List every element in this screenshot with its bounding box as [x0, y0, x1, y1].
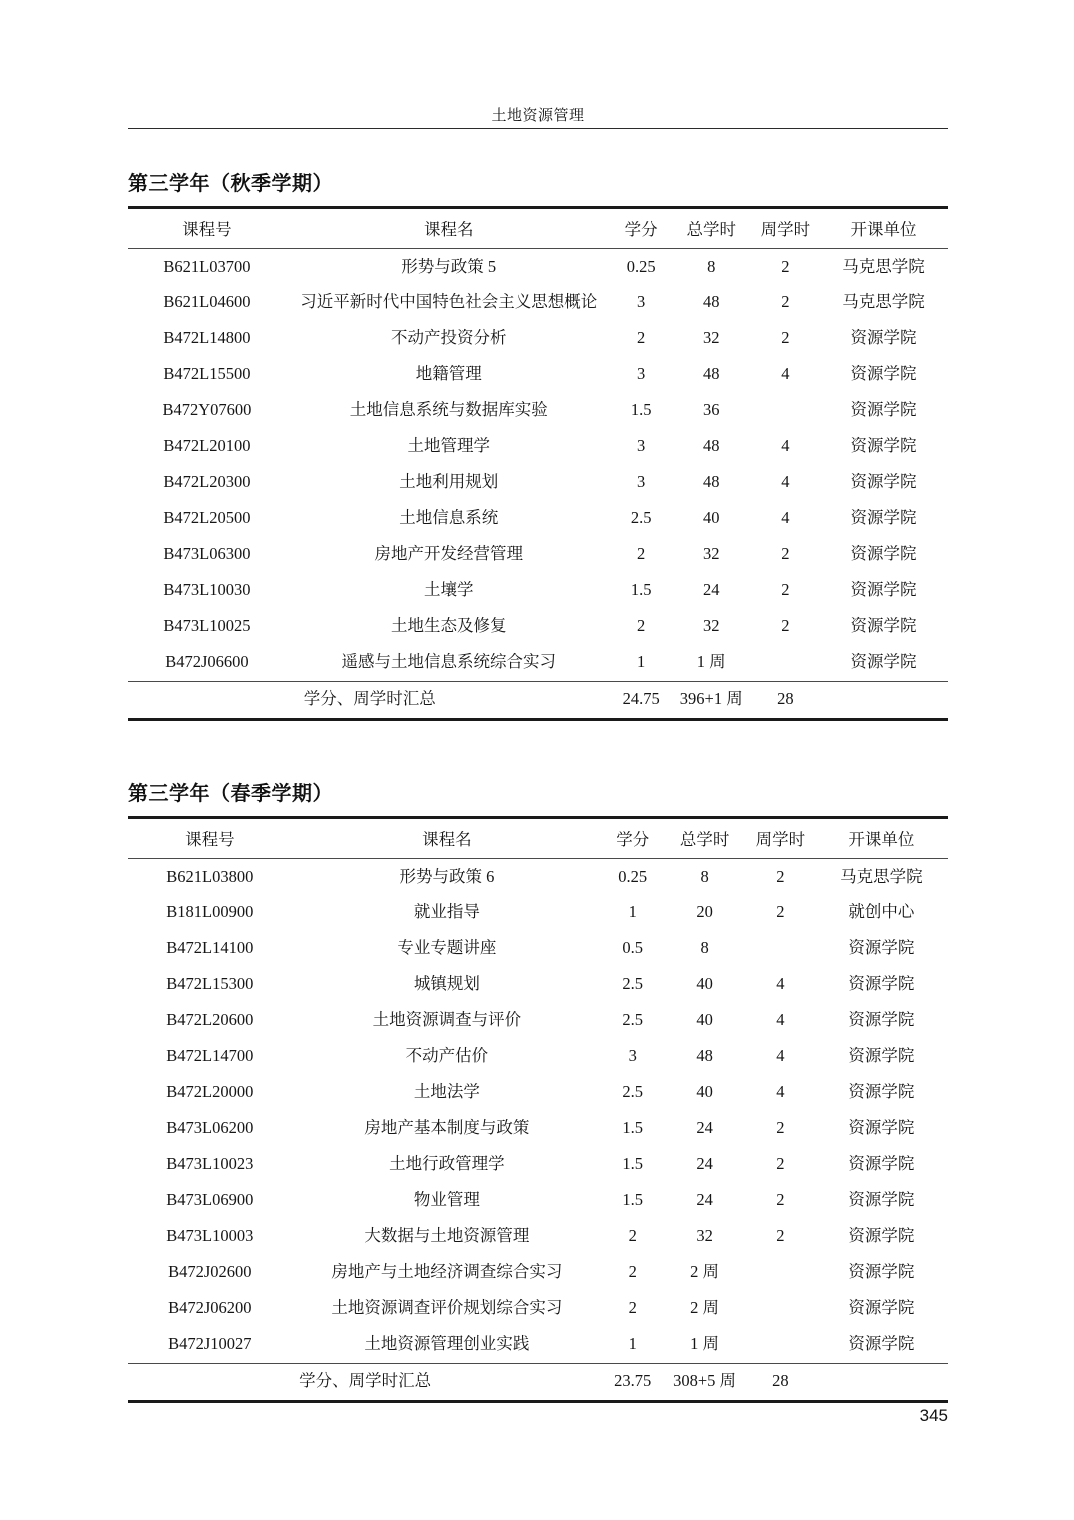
summary-department	[819, 681, 948, 719]
course-name-cell: 不动产估价	[405, 1046, 489, 1066]
table-row	[128, 1039, 948, 1075]
course-name-cell: 土壤学	[423, 580, 474, 600]
table-footer-spring	[128, 1401, 948, 1403]
course-department-cell: 资源学院	[848, 1082, 915, 1102]
course-total-hours-cell: 48	[702, 364, 720, 384]
course-name-cell: 物业管理	[413, 1190, 480, 1210]
course-table-spring	[128, 816, 948, 1403]
course-code-cell: B472L20600	[166, 1010, 254, 1030]
course-name-cell: 形势与政策 5	[401, 256, 497, 276]
course-week-hours-cell: 4	[776, 1010, 785, 1030]
course-name-cell: 土地信息系统与数据库实验	[349, 400, 548, 420]
table-row	[128, 357, 948, 393]
col-header-code: 课程号	[128, 819, 292, 859]
col-header-code: 课程号	[128, 209, 286, 249]
course-total-hours-cell: 48	[702, 292, 720, 312]
table-body-spring	[128, 859, 948, 1402]
course-credit-cell: 2	[628, 1262, 637, 1282]
course-department-cell: 资源学院	[848, 1190, 915, 1210]
course-name-cell: 土地管理学	[407, 436, 490, 456]
course-code-cell: B621L03800	[166, 866, 254, 886]
table-row	[128, 1219, 948, 1255]
course-week-hours-cell: 4	[781, 364, 790, 384]
course-week-hours-cell: 2	[781, 616, 790, 636]
table-row	[128, 645, 948, 681]
table-row	[128, 1111, 948, 1147]
course-department-cell: 资源学院	[850, 652, 917, 672]
course-total-hours-cell: 24	[696, 1118, 713, 1138]
course-name-cell: 城镇规划	[413, 974, 480, 994]
course-name-cell: 专业专题讲座	[397, 938, 497, 958]
course-credit-cell: 2.5	[622, 1082, 643, 1102]
course-week-hours-cell: 2	[781, 256, 790, 276]
table-row	[128, 609, 948, 645]
course-name-cell: 土地利用规划	[399, 472, 499, 492]
course-credit-cell: 1	[628, 1334, 637, 1354]
course-credit-cell: 1.5	[630, 580, 652, 600]
course-week-hours-cell: 2	[781, 292, 790, 312]
summary-label: 学分、周学时汇总	[128, 1363, 602, 1401]
course-code-cell: B473L06900	[166, 1190, 254, 1210]
course-code-cell: B181L00900	[166, 902, 254, 922]
course-department-cell: 资源学院	[850, 616, 917, 636]
course-code-cell: B473L10025	[163, 616, 251, 636]
course-department-cell: 马克思学院	[842, 292, 925, 312]
course-total-hours-cell: 32	[702, 328, 720, 348]
course-code-cell: B472L14800	[163, 328, 251, 348]
course-credit-cell: 0.25	[618, 866, 648, 886]
course-credit-cell: 3	[637, 364, 646, 384]
course-week-hours-cell: 2	[781, 328, 790, 348]
course-name-cell: 土地行政管理学	[389, 1154, 505, 1174]
course-credit-cell: 3	[628, 1046, 637, 1066]
course-total-hours-cell: 36	[702, 400, 720, 420]
course-total-hours-cell: 48	[702, 472, 720, 492]
course-name-cell: 形势与政策 6	[399, 866, 495, 886]
running-header-title: 土地资源管理	[491, 108, 585, 124]
course-department-cell: 资源学院	[850, 328, 917, 348]
col-header-department: 开课单位	[819, 209, 948, 249]
course-department-cell: 资源学院	[848, 974, 915, 994]
course-department-cell: 就创中心	[848, 902, 915, 922]
course-name-cell: 房地产与土地经济调查综合实习	[331, 1262, 563, 1282]
course-department-cell: 资源学院	[850, 400, 917, 420]
course-table-autumn	[128, 206, 948, 721]
course-credit-cell: 3	[637, 472, 646, 492]
course-code-cell: B473L10023	[166, 1154, 254, 1174]
course-department-cell: 资源学院	[848, 1334, 915, 1354]
course-name-cell: 就业指导	[413, 902, 480, 922]
course-name-cell: 土地信息系统	[399, 508, 499, 528]
course-total-hours-cell: 40	[696, 974, 713, 994]
course-name-cell: 土地生态及修复	[390, 616, 507, 636]
course-credit-cell: 1	[637, 652, 646, 672]
col-header-total-hours: 总学时	[671, 209, 752, 249]
course-week-hours-cell: 2	[776, 1154, 785, 1174]
summary-total-hours: 308+5 周	[663, 1363, 746, 1401]
course-code-cell: B473L10030	[163, 580, 251, 600]
summary-credit: 24.75	[612, 681, 671, 719]
course-name-cell: 遥感与土地信息系统综合实习	[341, 652, 556, 672]
course-name-cell: 习近平新时代中国特色社会主义思想概论	[300, 292, 598, 312]
summary-label: 学分、周学时汇总	[128, 681, 612, 719]
course-department-cell: 马克思学院	[840, 866, 923, 886]
summary-total-hours: 396+1 周	[671, 681, 752, 719]
course-code-cell: B621L04600	[163, 292, 251, 312]
col-header-week-hours: 周学时	[752, 209, 819, 249]
course-name-cell: 房地产基本制度与政策	[364, 1118, 530, 1138]
course-credit-cell: 2	[637, 328, 646, 348]
course-credit-cell: 1	[628, 902, 637, 922]
course-total-hours-cell: 48	[702, 436, 720, 456]
course-department-cell: 资源学院	[850, 364, 917, 384]
table-row	[128, 429, 948, 465]
course-name-cell: 土地法学	[413, 1082, 480, 1102]
course-total-hours-cell: 48	[696, 1046, 713, 1066]
course-total-hours-cell: 20	[696, 902, 713, 922]
course-code-cell: B621L03700	[163, 256, 251, 276]
running-header-rule	[128, 128, 948, 129]
course-total-hours-cell: 2 周	[690, 1298, 720, 1318]
table-header-spring	[128, 818, 948, 859]
course-code-cell: B472L20000	[166, 1082, 254, 1102]
course-week-hours-cell	[746, 1255, 815, 1291]
course-total-hours-cell: 32	[696, 1226, 713, 1246]
table-row	[128, 1327, 948, 1363]
course-week-hours-cell	[746, 1291, 815, 1327]
course-department-cell: 资源学院	[848, 1046, 915, 1066]
course-code-cell: B472L20300	[163, 472, 251, 492]
course-total-hours-cell: 8	[707, 256, 716, 276]
course-week-hours-cell: 2	[781, 544, 790, 564]
course-department-cell: 资源学院	[848, 1118, 915, 1138]
course-total-hours-cell: 1 周	[690, 1334, 720, 1354]
course-code-cell: B472J10027	[168, 1334, 252, 1354]
course-week-hours-cell: 4	[776, 974, 785, 994]
course-total-hours-cell: 40	[696, 1082, 713, 1102]
table-row	[128, 249, 948, 285]
table-row	[128, 1291, 948, 1327]
course-credit-cell: 1.5	[622, 1190, 643, 1210]
col-header-name: 课程名	[286, 209, 612, 249]
course-total-hours-cell: 32	[702, 616, 720, 636]
col-header-credit: 学分	[602, 819, 663, 859]
course-credit-cell: 2	[637, 616, 646, 636]
course-department-cell: 资源学院	[850, 544, 917, 564]
col-header-credit: 学分	[612, 209, 671, 249]
table-row	[128, 859, 948, 895]
course-credit-cell: 0.5	[622, 938, 643, 958]
col-header-week-hours: 周学时	[746, 819, 815, 859]
course-code-cell: B472J06600	[165, 652, 249, 672]
course-week-hours-cell: 4	[776, 1046, 785, 1066]
course-credit-cell: 0.25	[626, 256, 656, 276]
table-row	[128, 1075, 948, 1111]
course-code-cell: B472J06200	[168, 1298, 252, 1318]
course-name-cell: 不动产投资分析	[390, 328, 507, 348]
course-code-cell: B472L20100	[163, 436, 251, 456]
summary-week-hours: 28	[752, 681, 819, 719]
course-department-cell: 资源学院	[848, 1010, 915, 1030]
course-total-hours-cell: 24	[696, 1154, 713, 1174]
course-total-hours-cell: 32	[702, 544, 720, 564]
course-name-cell: 房地产开发经营管理	[374, 544, 523, 564]
course-week-hours-cell: 4	[781, 436, 790, 456]
course-week-hours-cell: 2	[776, 866, 785, 886]
course-credit-cell: 2.5	[622, 1010, 643, 1030]
course-week-hours-cell: 2	[781, 580, 790, 600]
course-total-hours-cell: 40	[696, 1010, 713, 1030]
course-code-cell: B472L15500	[163, 364, 251, 384]
course-department-cell: 资源学院	[850, 580, 917, 600]
course-department-cell: 资源学院	[848, 1226, 915, 1246]
course-code-cell: B473L06300	[163, 544, 251, 564]
summary-week-hours: 28	[746, 1363, 815, 1401]
course-week-hours-cell: 2	[776, 1190, 785, 1210]
table-row	[128, 393, 948, 429]
section-spring	[128, 782, 948, 1403]
table-row	[128, 1147, 948, 1183]
table-row	[128, 501, 948, 537]
course-total-hours-cell: 24	[696, 1190, 713, 1210]
summary-credit: 23.75	[602, 1363, 663, 1401]
course-total-hours-cell: 1 周	[696, 652, 726, 672]
course-week-hours-cell: 2	[776, 902, 785, 922]
table-row	[128, 967, 948, 1003]
course-credit-cell: 2	[628, 1226, 637, 1246]
course-week-hours-cell	[752, 393, 819, 429]
course-week-hours-cell: 2	[776, 1226, 785, 1246]
table-row	[128, 1183, 948, 1219]
col-header-department: 开课单位	[815, 819, 948, 859]
course-department-cell: 资源学院	[850, 472, 917, 492]
table-footer-autumn	[128, 719, 948, 721]
course-week-hours-cell: 4	[781, 508, 790, 528]
summary-department	[815, 1363, 948, 1401]
course-department-cell: 资源学院	[848, 1262, 915, 1282]
course-week-hours-cell	[752, 645, 819, 681]
table-row	[128, 931, 948, 967]
course-credit-cell: 2.5	[630, 508, 652, 528]
course-department-cell: 马克思学院	[842, 256, 925, 276]
course-credit-cell: 1.5	[622, 1118, 643, 1138]
course-week-hours-cell	[746, 931, 815, 967]
course-credit-cell: 2.5	[622, 974, 643, 994]
section-autumn	[128, 172, 948, 721]
col-header-total-hours: 总学时	[663, 819, 746, 859]
course-code-cell: B472L14100	[166, 938, 254, 958]
page-number: 345	[919, 1406, 948, 1425]
course-department-cell: 资源学院	[848, 1298, 915, 1318]
course-code-cell: B472Y07600	[162, 400, 252, 420]
table-row	[128, 1003, 948, 1039]
section-title-autumn: 第三学年（秋季学期）	[128, 173, 333, 195]
course-code-cell: B472L15300	[166, 974, 254, 994]
course-total-hours-cell: 8	[700, 938, 709, 958]
course-credit-cell: 3	[637, 436, 646, 456]
course-code-cell: B473L10003	[166, 1226, 254, 1246]
course-week-hours-cell	[746, 1327, 815, 1363]
section-title-spring: 第三学年（春季学期）	[128, 783, 333, 805]
course-total-hours-cell: 24	[702, 580, 720, 600]
table-body-autumn	[128, 249, 948, 720]
course-code-cell: B473L06200	[166, 1118, 254, 1138]
course-credit-cell: 2	[637, 544, 646, 564]
table-row	[128, 285, 948, 321]
table-row	[128, 573, 948, 609]
table-row	[128, 321, 948, 357]
course-week-hours-cell: 4	[781, 472, 790, 492]
course-credit-cell: 2	[628, 1298, 637, 1318]
course-name-cell: 地籍管理	[415, 364, 482, 384]
table-row	[128, 465, 948, 501]
table-row	[128, 1255, 948, 1291]
course-department-cell: 资源学院	[850, 508, 917, 528]
course-department-cell: 资源学院	[850, 436, 917, 456]
course-code-cell: B472L20500	[163, 508, 251, 528]
course-week-hours-cell: 4	[776, 1082, 785, 1102]
course-total-hours-cell: 40	[702, 508, 720, 528]
course-name-cell: 大数据与土地资源管理	[364, 1226, 530, 1246]
course-credit-cell: 3	[637, 292, 646, 312]
course-name-cell: 土地资源调查评价规划综合实习	[331, 1298, 563, 1318]
summary-row	[128, 1363, 948, 1401]
course-name-cell: 土地资源管理创业实践	[364, 1334, 530, 1354]
course-department-cell: 资源学院	[848, 938, 915, 958]
course-department-cell: 资源学院	[848, 1154, 915, 1174]
col-header-name: 课程名	[292, 819, 603, 859]
table-row	[128, 895, 948, 931]
course-credit-cell: 1.5	[622, 1154, 643, 1174]
course-code-cell: B472L14700	[166, 1046, 254, 1066]
course-week-hours-cell: 2	[776, 1118, 785, 1138]
table-header-autumn	[128, 208, 948, 249]
course-name-cell: 土地资源调查与评价	[372, 1010, 522, 1030]
course-total-hours-cell: 8	[700, 866, 709, 886]
course-credit-cell: 1.5	[630, 400, 652, 420]
table-row	[128, 537, 948, 573]
course-total-hours-cell: 2 周	[690, 1262, 720, 1282]
summary-row	[128, 681, 948, 719]
course-code-cell: B472J02600	[168, 1262, 252, 1282]
